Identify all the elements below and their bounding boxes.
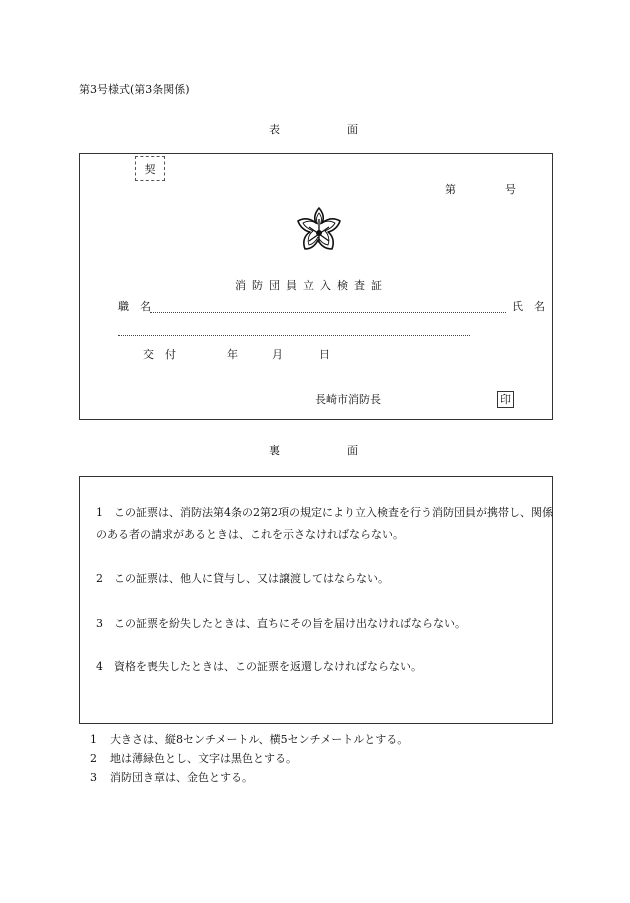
- back-section-label-2: 面: [347, 444, 358, 457]
- number-label-2: 号: [505, 183, 516, 196]
- note-2: [90, 750, 297, 766]
- issuer: 長崎市消防長: [315, 393, 381, 406]
- form-title: 第3号様式(第3条関係): [79, 83, 190, 96]
- note-number: 3: [90, 771, 97, 784]
- back-item-text: この証票は、消防法第4条の2第2項の規定により立入検査を行う消防団員が携帯し、関係のある者の請求があるときは、これを示さなければならない。: [96, 506, 553, 541]
- note-text: 大きさは、縦8センチメートル、横5センチメートルとする。: [110, 733, 409, 746]
- back-item-number: 1: [96, 506, 103, 519]
- job-title-line: [150, 312, 506, 313]
- back-item-text: この証票は、他人に貸与し、又は譲渡してはならない。: [114, 572, 389, 585]
- day-label: 日: [319, 348, 330, 361]
- note-3: [90, 769, 253, 785]
- note-text: 消防団き章は、金色とする。: [110, 771, 253, 784]
- back-item-2: [96, 568, 556, 590]
- year-label: 年: [227, 348, 238, 361]
- note-number: 2: [90, 752, 97, 765]
- back-item-number: 4: [96, 660, 103, 673]
- note-1: [90, 731, 408, 747]
- job-title-label: 職 名: [118, 300, 151, 313]
- card-title: 消防団員立入検査証: [235, 279, 388, 292]
- back-item-number: 2: [96, 572, 103, 585]
- back-section-label-1: 裏: [269, 444, 280, 457]
- number-label-1: 第: [445, 183, 456, 196]
- name-label: 氏 名: [512, 300, 545, 313]
- issue-label: 交 付: [143, 348, 176, 361]
- back-item-number: 3: [96, 617, 103, 630]
- front-section-label-1: 表: [269, 123, 280, 136]
- back-item-text: 資格を喪失したときは、この証票を返還しなければならない。: [114, 660, 422, 673]
- month-label: 月: [272, 348, 283, 361]
- back-item-4: [96, 656, 556, 678]
- front-section-label-2: 面: [347, 123, 358, 136]
- seal: 印: [497, 391, 514, 408]
- fire-brigade-emblem-icon: [292, 205, 346, 257]
- back-item-1: [96, 502, 556, 546]
- note-number: 1: [90, 733, 97, 746]
- back-item-text: この証票を紛失したときは、直ちにその旨を届け出なければならない。: [114, 617, 466, 630]
- name-line: [118, 335, 470, 336]
- note-text: 地は薄緑色とし、文字は黒色とする。: [110, 752, 297, 765]
- back-item-3: [96, 613, 556, 635]
- contract-stamp: 契: [135, 156, 165, 181]
